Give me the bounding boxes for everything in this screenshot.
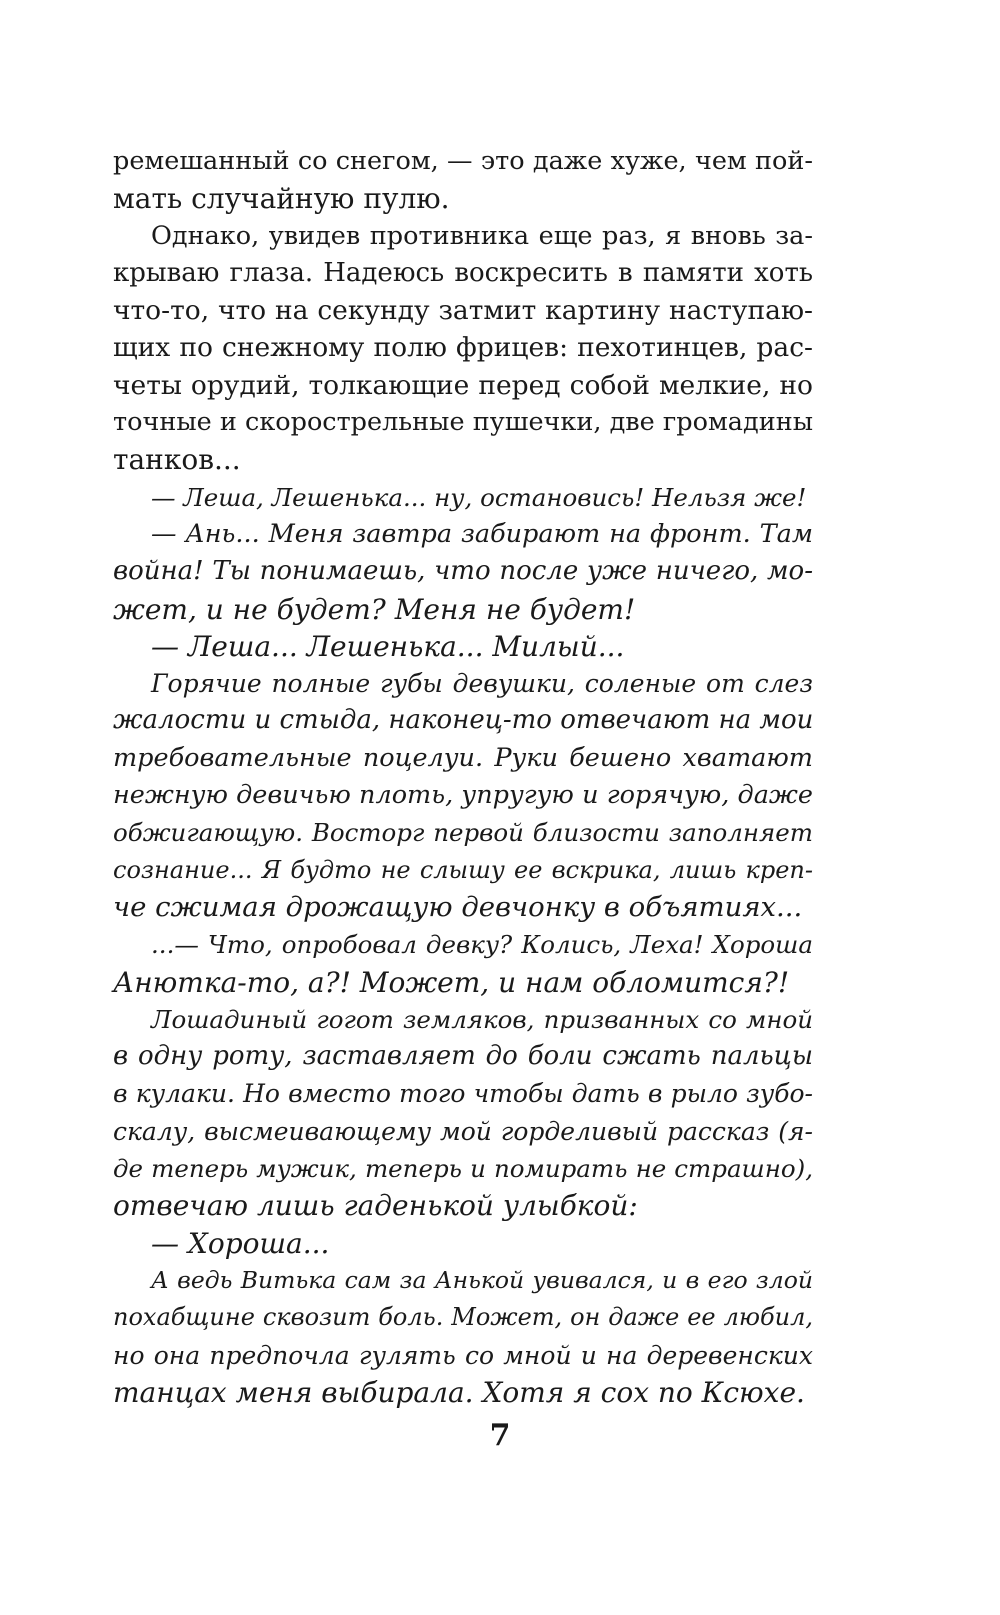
- text-line: ремешанный со снегом, — это даже хуже, чем пой-: [113, 146, 813, 176]
- page-number: 7: [489, 1418, 511, 1453]
- text-line: — Леша... Лешенька... Милый...: [151, 629, 625, 663]
- text-line: что-то, что на секунду затмит картину наступаю-: [113, 295, 813, 327]
- text-line: щих по снежному полю фрицев: пехотинцев, рас-: [113, 332, 813, 364]
- text-line: мать случайную пулю.: [113, 182, 450, 216]
- text-line: в одну роту, заставляет до боли сжать пальцы: [113, 1041, 813, 1072]
- text-line: Однако, увидев противника еще раз, я вновь за-: [151, 220, 813, 251]
- text-line: де теперь мужик, теперь и помирать не страшно),: [113, 1154, 813, 1184]
- text-line: А ведь Витька сам за Анькой увивался, и в его злой: [151, 1265, 813, 1294]
- text-line: крываю глаза. Надеюсь воскресить в памяти хоть: [113, 257, 813, 288]
- body-text: [113, 143, 813, 1411]
- text-line: жалости и стыда, наконец-то отвечают на мои: [113, 705, 814, 736]
- text-line: обжигающую. Восторг первой близости заполняет: [113, 818, 813, 848]
- text-line: ...— Что, опробовал девку? Колись, Леха! Хороша: [151, 930, 813, 960]
- text-line: танков...: [113, 443, 241, 477]
- text-line: жет, и не будет? Меня не будет!: [113, 592, 636, 626]
- text-line: сознание... Я будто не слышу ее вскрика, лишь креп-: [113, 855, 813, 884]
- text-line: похабщине сквозит боль. Может, он даже ее любил,: [113, 1303, 813, 1332]
- text-line: танцах меня выбирала. Хотя я сох по Ксюхе.: [113, 1375, 805, 1409]
- text-line: — Ань... Меня завтра забирают на фронт. Там: [151, 518, 813, 549]
- text-line: нежную девичью плоть, упругую и горячую, даже: [113, 780, 813, 811]
- text-line: че сжимая дрожащую девчонку в объятиях...: [113, 890, 803, 923]
- text-line: четы орудий, толкающие перед собой мелкие, но: [113, 369, 813, 401]
- text-line: отвечаю лишь гаденькой улыбкой:: [113, 1189, 638, 1223]
- text-line: в кулаки. Но вместо того чтобы дать в рыло зубо-: [113, 1079, 813, 1109]
- text-line: скалу, высмеивающему мой горделивый рассказ (я-: [113, 1116, 813, 1146]
- text-line: Горячие полные губы девушки, соленые от слез: [151, 669, 813, 699]
- text-line: — Леша, Лешенька... ну, остановись! Нельзя же!: [151, 482, 807, 512]
- text-line: точные и скорострельные пушечки, две громадины: [113, 407, 813, 438]
- text-line: Лошадиный гогот земляков, призванных со мной: [151, 1004, 813, 1034]
- text-line: Анютка-то, а?! Может, и нам обломится?!: [113, 965, 790, 999]
- text-line: война! Ты понимаешь, что после уже ничего, мо-: [113, 556, 813, 587]
- text-line: требовательные поцелуи. Руки бешено хватают: [113, 742, 813, 773]
- text-line: но она предпочла гулять со мной и на деревенских: [113, 1340, 813, 1370]
- text-line: — Хороша...: [151, 1226, 330, 1260]
